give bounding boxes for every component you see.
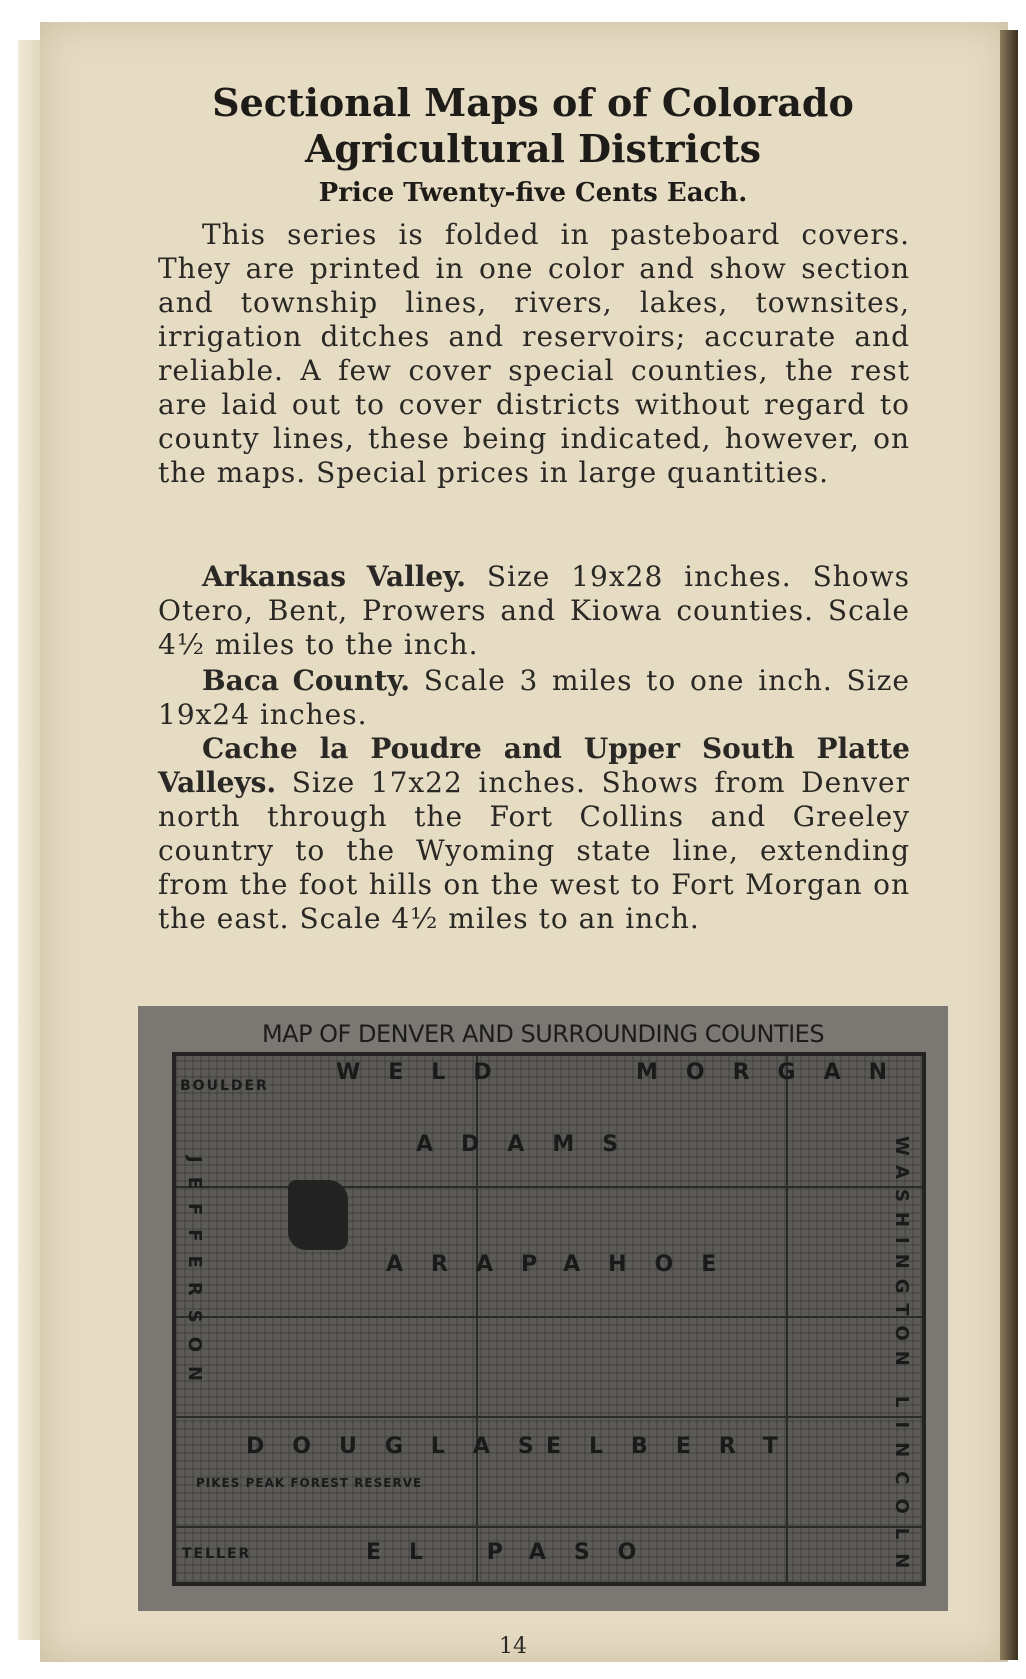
entry-title: Baca County. [202,664,410,697]
price-subtitle: Price Twenty-five Cents Each. [318,178,748,208]
map-label-morgan: MORGAN [636,1060,916,1085]
map-label-elbert: ELBERT [546,1434,806,1459]
entry-text: Size 17x22 inches. Shows from Denver north through the Fort Collins and Greeley country to the Wyoming state line, extending from the foot hills on the west to Fort Morgan on the east. Scale 4½ miles to an inch. [158,766,910,935]
page-title-line-2: Agricultural Districts [304,126,762,171]
entry-title: Cache la Poudre and Upper South Platte Valleys. [158,732,910,799]
map-label-douglas: DOUGLAS [246,1434,562,1459]
map-label-el-paso: EL PASO [366,1540,665,1565]
county-boundary [176,1526,922,1528]
page-title-line-1: Sectional Maps of of Colorado [212,80,854,125]
map-label-adams: ADAMS [416,1132,647,1157]
denver-city-area [288,1180,348,1250]
intro-paragraph: This series is folded in pasteboard covers. They are printed in one color and show section and township lines, rivers, lakes, townsites, irrigation ditches and reservoirs; accurate and reliable. A few cover special counties, the rest are laid out to cover districts without regard to county lines, these being indicated, however, on the maps. Special prices in large quantities. [158,218,910,489]
map-label-washington: WASHINGTON [891,1136,912,1376]
entry-text: Size 19x28 inches. Shows Otero, Bent, Prowers and Kiowa counties. Scale 4½ miles to the inch. [158,560,910,661]
map-label-boulder: BOULDER [180,1078,269,1094]
map-label-arapahoe: ARAPAHOE [386,1252,745,1277]
map-label-weld: WELD [336,1060,520,1085]
county-boundary [176,1416,922,1418]
entry-text: Scale 3 miles to one inch. Size 19x24 inches. [158,664,910,731]
entry-baca-county [158,664,910,732]
entry-title: Arkansas Valley. [202,560,466,593]
book-spine [1000,30,1018,1660]
map-label-lincoln: LINCOLN [891,1396,912,1583]
entry-cache-la-poudre [158,732,910,936]
county-boundary [786,1056,788,1582]
map-title: MAP OF DENVER AND SURROUNDING COUNTIES [261,1020,825,1048]
page-number: 14 [499,1634,527,1659]
map-figure [138,1006,948,1611]
entry-arkansas-valley [158,560,910,662]
map-image [172,1052,926,1586]
map-label-teller: TELLER [182,1546,252,1562]
map-label-pikes-peak: PIKES PEAK FOREST RESERVE [196,1476,423,1490]
county-boundary [176,1316,922,1318]
map-label-jefferson: JEFFERSON [184,1156,205,1396]
